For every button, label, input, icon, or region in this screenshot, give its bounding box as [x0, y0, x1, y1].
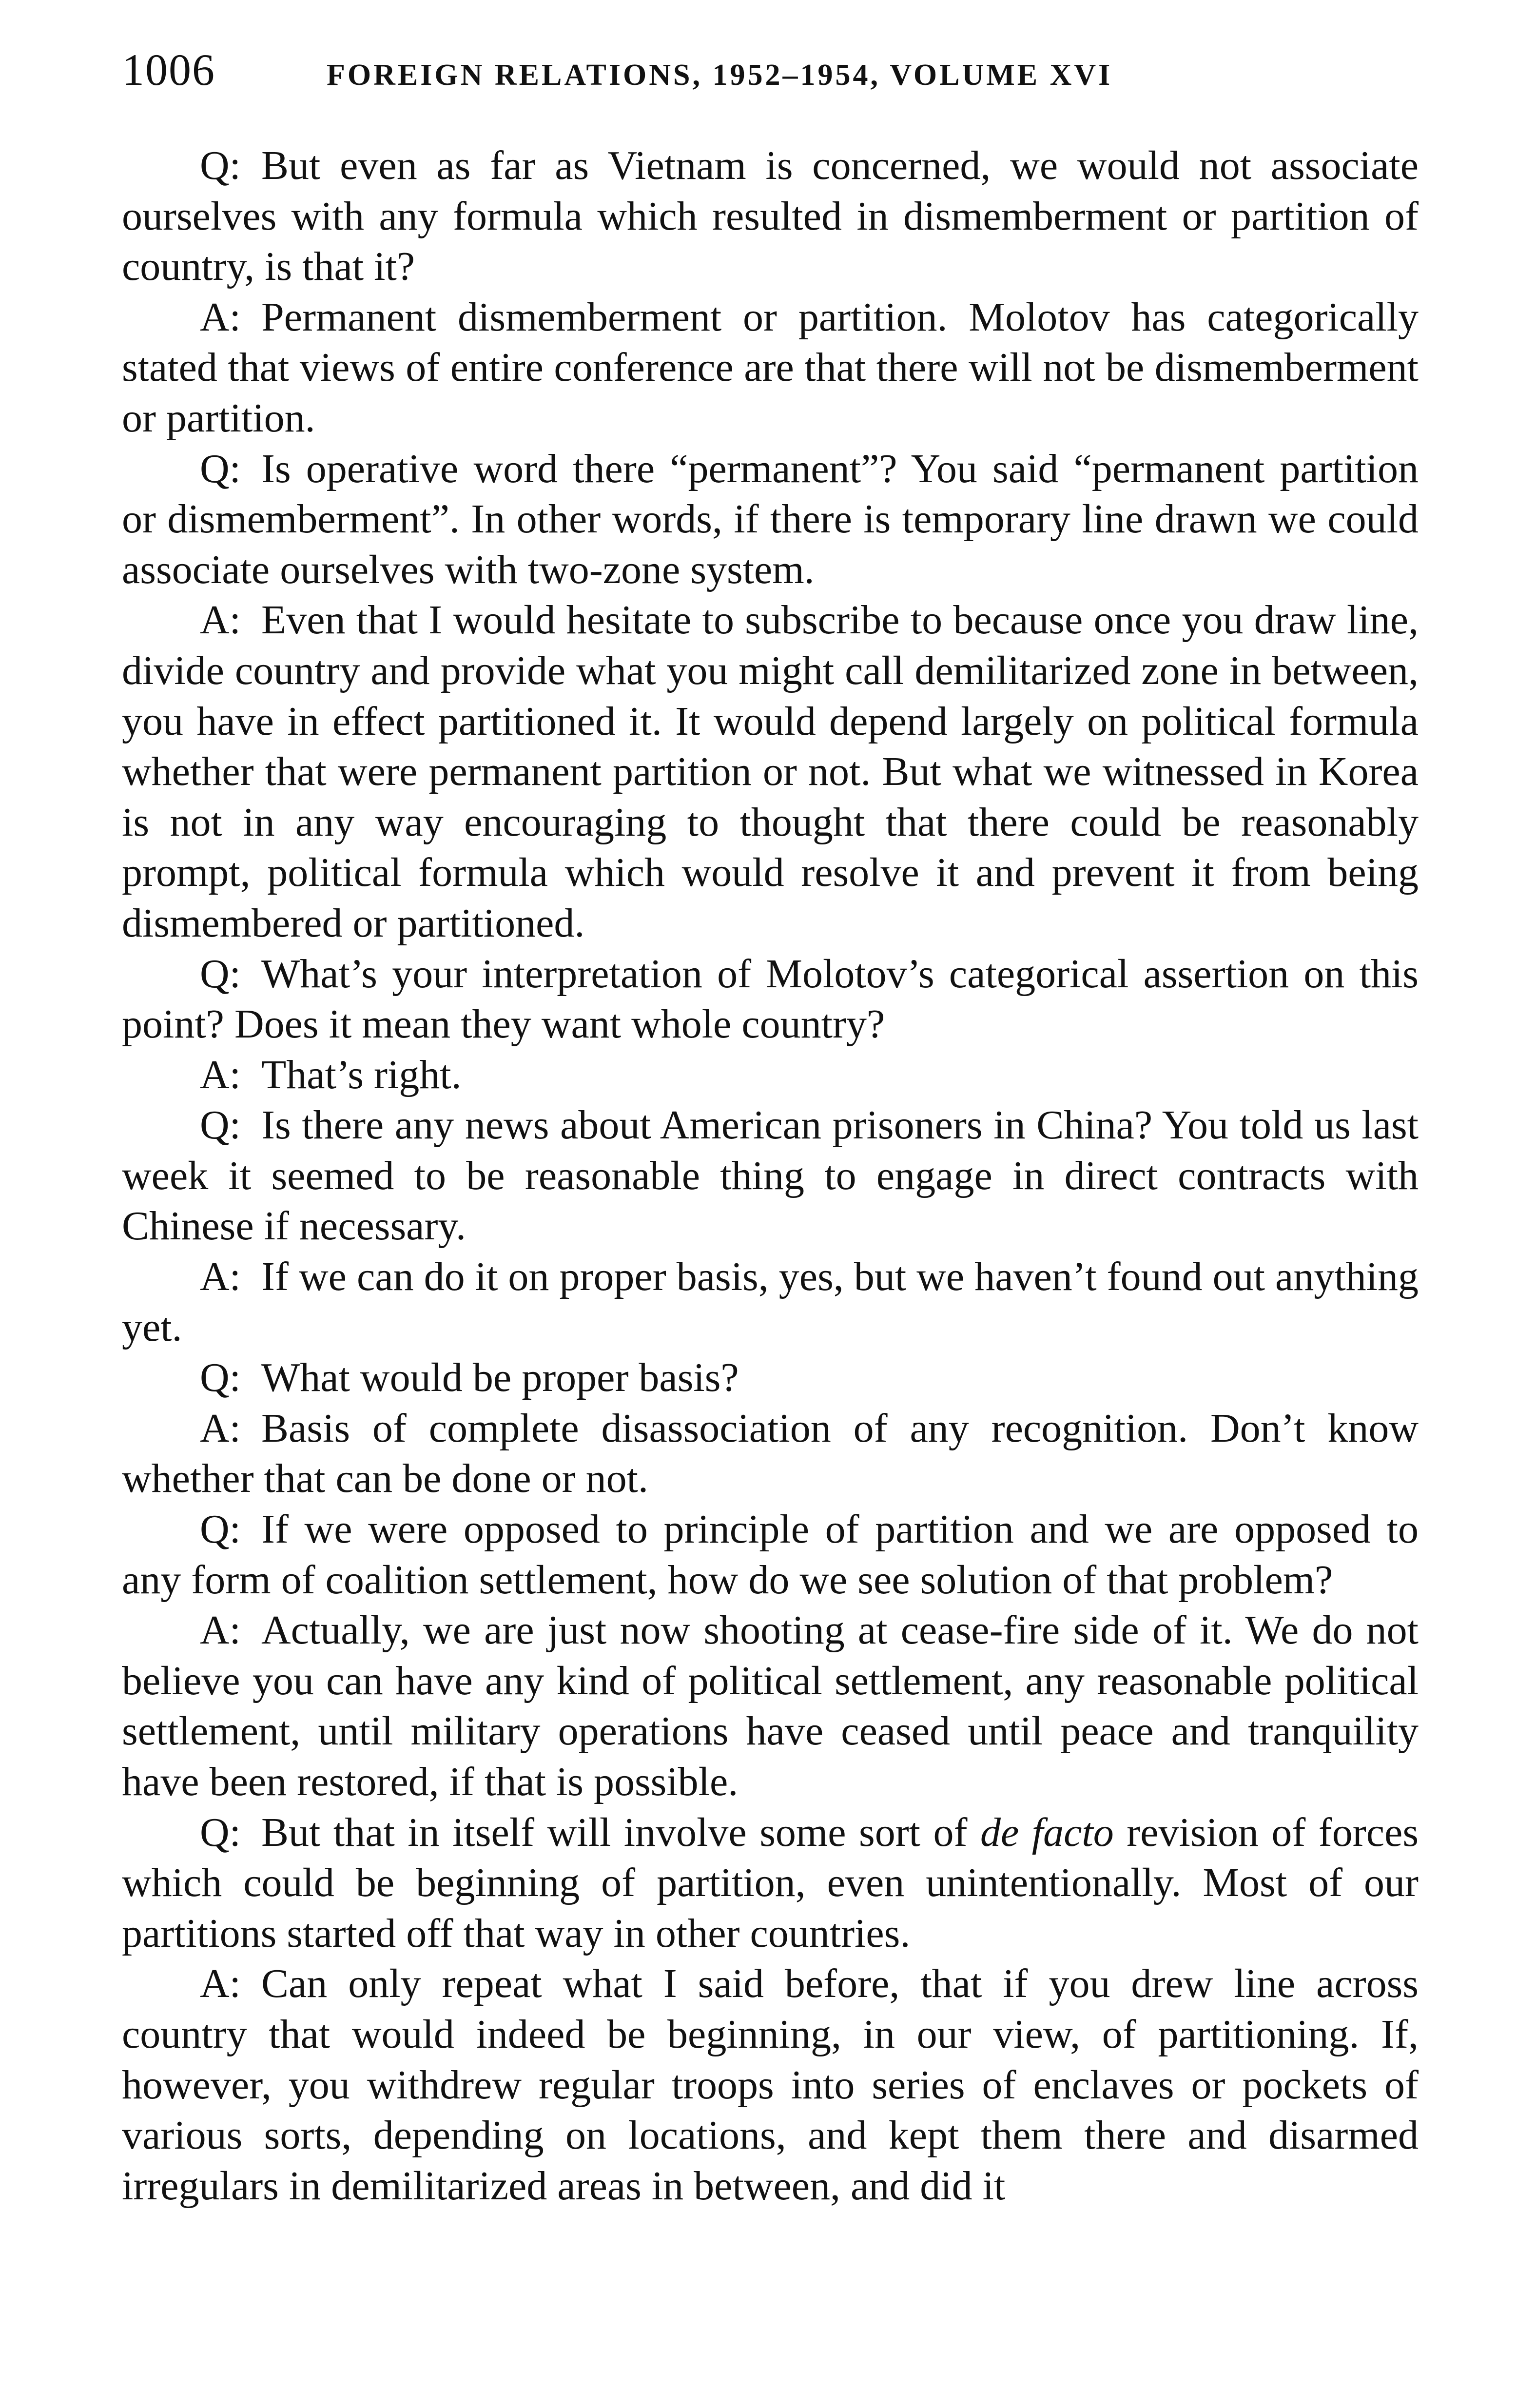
- speaker-label: Q:: [200, 1809, 241, 1855]
- paragraph-text: Permanent dismemberment or partition. Molotov has categorically stated that views of entire conference are that there will not be dismemberment or partition.: [122, 294, 1419, 441]
- paragraph-text: What’s your interpretation of Molotov’s categorical assertion on this point? Does it mean they want whole country?: [122, 951, 1419, 1047]
- paragraph-text: If we were opposed to principle of partition and we are opposed to any form of coalition settlement, how do we see solution of that problem?: [122, 1507, 1419, 1603]
- paragraph-text: That’s right.: [261, 1052, 462, 1097]
- paragraph-text: Is operative word there “permanent”? You said “permanent partition or dismemberment”. In other words, if there is temporary line drawn we could associate ourselves with two-zone system.: [122, 446, 1419, 592]
- paragraph-text: revision of forces which could be beginning of partition, even unintentionally. Most of our partitions started off that way in other countries.: [122, 1809, 1419, 1956]
- speaker-label: A:: [200, 294, 241, 340]
- running-head: FOREIGN RELATIONS, 1952–1954, VOLUME XVI: [327, 59, 1113, 92]
- transcript-paragraph-5: [122, 949, 1419, 1050]
- paragraph-text: Basis of complete disassociation of any recognition. Don’t know whether that can be done or not.: [122, 1405, 1419, 1502]
- speaker-label: A:: [200, 1052, 241, 1097]
- italic-phrase: de facto: [980, 1809, 1114, 1855]
- speaker-label: Q:: [200, 951, 241, 997]
- transcript-paragraph-11: [122, 1504, 1419, 1605]
- transcript-paragraph-1: [122, 140, 1419, 292]
- document-page: [122, 44, 1419, 2211]
- speaker-label: A:: [200, 1961, 241, 2007]
- transcript-body: [122, 140, 1419, 2211]
- page-number: 1006: [122, 45, 215, 95]
- transcript-paragraph-7: [122, 1100, 1419, 1252]
- speaker-label: Q:: [200, 1355, 241, 1401]
- paragraph-text: What would be proper basis?: [261, 1355, 739, 1401]
- transcript-paragraph-14: [122, 1958, 1419, 2211]
- transcript-paragraph-13: [122, 1807, 1419, 1959]
- paragraph-text: But even as far as Vietnam is concerned, we would not associate ourselves with any formula which resulted in dismemberment or partition of country, is that it?: [122, 143, 1419, 290]
- speaker-label: Q:: [200, 143, 241, 188]
- transcript-paragraph-3: [122, 444, 1419, 595]
- paragraph-text: But that in itself will involve some sort of: [261, 1809, 980, 1855]
- transcript-paragraph-9: [122, 1352, 1419, 1403]
- speaker-label: Q:: [200, 1102, 241, 1148]
- paragraph-text: Even that I would hesitate to subscribe to because once you draw line, divide country and provide what you might call demilitarized zone in between, you have in effect partitioned it. It would depend largely on political formula whether that were permanent partition or not. But what we witnessed in Korea is not in any way encouraging to thought that there could be reasonably prompt, political formula which would resolve it and prevent it from being dismembered or partitioned.: [122, 597, 1419, 946]
- transcript-paragraph-8: [122, 1252, 1419, 1352]
- transcript-paragraph-2: [122, 292, 1419, 444]
- page-header: [122, 44, 1419, 117]
- paragraph-text: Can only repeat what I said before, that if you drew line across country that would indeed be beginning, in our view, of partitioning. If, however, you withdrew regular troops into series of enclaves or pockets of various sorts, depending on locations, and kept them there and disarmed irregulars in demilitarized areas in between, and did it: [122, 1961, 1419, 2209]
- transcript-paragraph-6: [122, 1050, 1419, 1100]
- speaker-label: A:: [200, 1607, 241, 1653]
- transcript-paragraph-4: [122, 595, 1419, 948]
- speaker-label: A:: [200, 1254, 241, 1300]
- speaker-label: Q:: [200, 1507, 241, 1552]
- speaker-label: A:: [200, 1405, 241, 1451]
- paragraph-text: Actually, we are just now shooting at cease-fire side of it. We do not believe you can have any kind of political settlement, any reasonable political settlement, until military operations have ceased until peace and tranquility have been restored, if that is possible.: [122, 1607, 1419, 1804]
- speaker-label: A:: [200, 597, 241, 643]
- paragraph-text: Is there any news about American prisoners in China? You told us last week it seemed to be reasonable thing to engage in direct contracts with Chinese if necessary.: [122, 1102, 1419, 1249]
- transcript-paragraph-12: [122, 1605, 1419, 1807]
- paragraph-text: If we can do it on proper basis, yes, but we haven’t found out anything yet.: [122, 1254, 1419, 1350]
- speaker-label: Q:: [200, 446, 241, 491]
- transcript-paragraph-10: [122, 1403, 1419, 1504]
